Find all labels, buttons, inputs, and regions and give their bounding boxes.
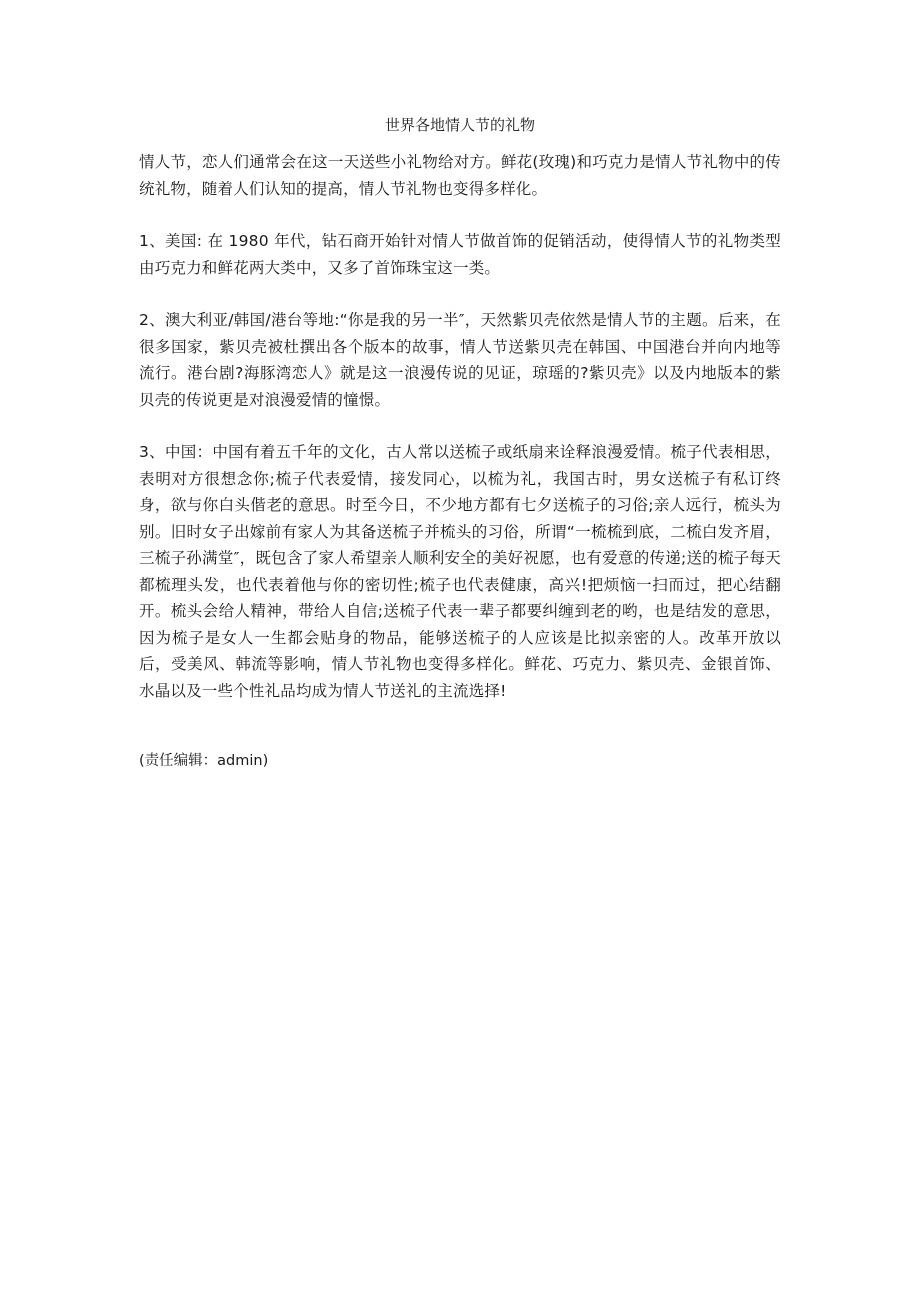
document-body (139, 149, 781, 704)
australia-korea-paragraph: 2、澳大利亚/韩国/港台等地:“你是我的另一半″，天然紫贝壳依然是情人节的主题。后来，在很多国家，紫贝壳被杜撰出各个版本的故事，情人节送紫贝壳在韩国、中国港台并向内地等流行。港台剧?海豚湾恋人》就是这一浪漫传说的见证，琼瑶的?紫贝壳》以及内地版本的紫贝壳的传说更是对浪漫爱情的憧憬。 (139, 311, 781, 409)
usa-paragraph: 1、美国: 在 1980 年代，钻石商开始针对情人节做首饰的促销活动，使得情人节的礼物类型由巧克力和鲜花两大类中，又多了首饰珠宝这一类。 (139, 232, 781, 277)
editor-credit: (责任编辑：admin) (139, 753, 269, 769)
intro-paragraph: 情人节，恋人们通常会在这一天送些小礼物给对方。鲜花(玫瑰)和巧克力是情人节礼物中的传统礼物，随着人们认知的提高，情人节礼物也变得多样化。 (139, 153, 781, 198)
document-title: 世界各地情人节的礼物 (384, 116, 535, 134)
china-paragraph: 3、中国：中国有着五千年的文化，古人常以送梳子或纸扇来诠释浪漫爱情。梳子代表相思，表明对方很想念你;梳子代表爱情，接发同心，以梳为礼，我国古时，男女送梳子有私订终身，欲与你白头偕老的意思。时至今日，不少地方都有七夕送梳子的习俗;亲人远行，梳头为别。旧时女子出嫁前有家人为其备送梳子并梳头的习俗，所谓“一梳梳到底，二梳白发齐眉，三梳子孙满堂″，既包含了家人希望亲人顺利安全的美好祝愿，也有爱意的传递;送的梳子每天都梳理头发，也代表着他与你的密切性;梳子也代表健康，高兴!把烦恼一扫而过，把心结翻开。梳头会给人精神，带给人自信;送梳子代表一辈子都要纠缠到老的哟，也是结发的意思，因为梳子是女人一生都会贴身的物品，能够送梳子的人应该是比拟亲密的人。改革开放以后，受美风、韩流等影响，情人节礼物也变得多样化。鲜花、巧克力、紫贝壳、金银首饰、水晶以及一些个性礼品均成为情人节送礼的主流选择! (139, 443, 781, 700)
